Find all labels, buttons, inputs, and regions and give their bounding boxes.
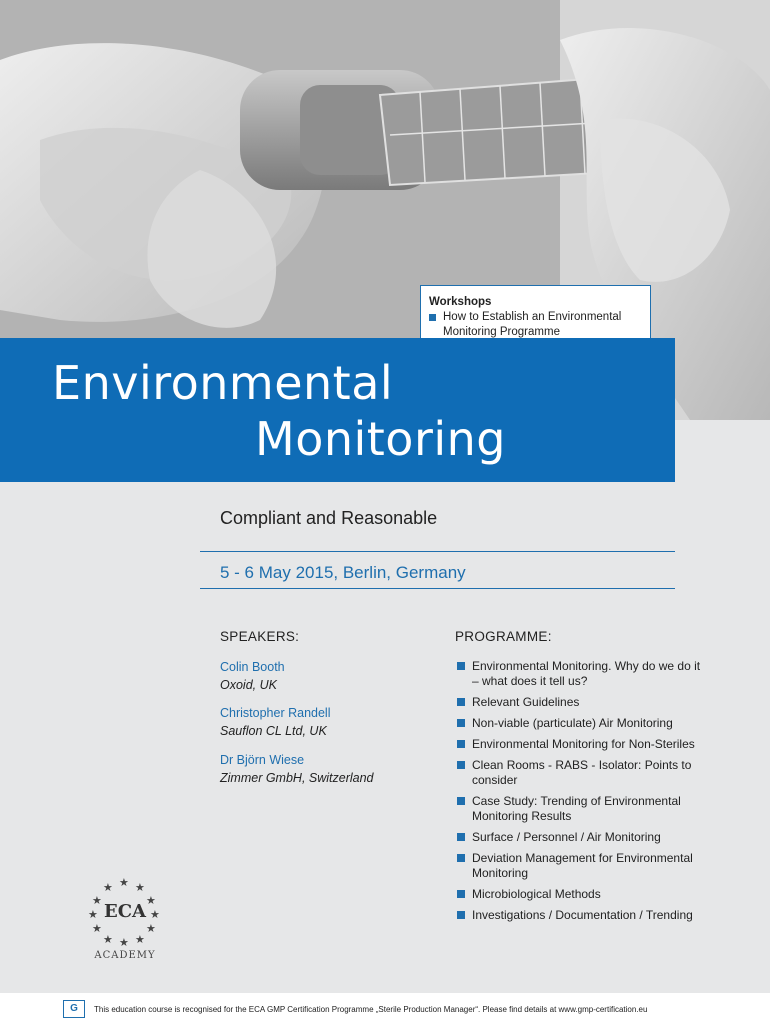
programme-item: Surface / Personnel / Air Monitoring xyxy=(457,830,707,845)
title-banner xyxy=(0,338,675,482)
speaker-name: Colin Booth xyxy=(220,660,285,674)
event-date: 5 - 6 May 2015, Berlin, Germany xyxy=(220,563,466,582)
star-icon: ★ xyxy=(135,882,145,894)
speaker-entry xyxy=(220,751,374,787)
star-icon: ★ xyxy=(150,909,160,921)
star-icon: ★ xyxy=(92,923,102,935)
divider-top xyxy=(200,551,675,552)
certification-icon: G xyxy=(63,1000,85,1018)
programme-item: Relevant Guidelines xyxy=(457,695,707,710)
programme-item: Microbiological Methods xyxy=(457,887,707,902)
speaker-org: Oxoid, UK xyxy=(220,678,277,692)
speaker-entry xyxy=(220,704,330,740)
programme-heading: PROGRAMME: xyxy=(455,629,552,644)
eca-logo-academy: ACADEMY xyxy=(94,950,156,961)
speaker-name: Dr Björn Wiese xyxy=(220,753,305,767)
footer-text: This education course is recognised for the ECA GMP Certification Programme „Sterile Production Manager“. Please find details at www.gmp-certification.eu xyxy=(94,1005,648,1014)
divider-bottom xyxy=(200,588,675,589)
programme-item: Investigations / Documentation / Trending xyxy=(457,908,707,923)
title-line-1: Environmental xyxy=(52,356,394,410)
workshop-item: How to Establish an Environmental Monitoring Programme xyxy=(429,310,642,340)
programme-item: Deviation Management for Environmental Monitoring xyxy=(457,851,707,881)
speaker-org: Sauflon CL Ltd, UK xyxy=(220,724,327,738)
star-icon: ★ xyxy=(92,895,102,907)
subtitle: Compliant and Reasonable xyxy=(220,508,438,528)
star-icon: ★ xyxy=(103,934,113,946)
star-icon: ★ xyxy=(135,934,145,946)
programme-item: Clean Rooms - RABS - Isolator: Points to consider xyxy=(457,758,707,788)
star-icon: ★ xyxy=(103,882,113,894)
star-icon: ★ xyxy=(119,877,129,889)
speaker-org: Zimmer GmbH, Switzerland xyxy=(220,771,374,785)
star-icon: ★ xyxy=(88,909,98,921)
star-icon: ★ xyxy=(146,923,156,935)
programme-item: Non-viable (particulate) Air Monitoring xyxy=(457,716,707,731)
programme-item: Case Study: Trending of Environmental Monitoring Results xyxy=(457,794,707,824)
title-line-2: Monitoring xyxy=(255,412,506,466)
speaker-name: Christopher Randell xyxy=(220,706,331,720)
eca-logo-word: ECA xyxy=(103,901,146,922)
star-icon: ★ xyxy=(119,937,129,949)
speakers-heading: SPEAKERS: xyxy=(220,629,300,644)
workshops-heading: Workshops xyxy=(429,296,492,308)
programme-item: Environmental Monitoring for Non-Steriles xyxy=(457,737,707,752)
star-icon: ★ xyxy=(146,895,156,907)
programme-list xyxy=(457,659,707,929)
programme-item: Environmental Monitoring. Why do we do it – what does it tell us? xyxy=(457,659,707,689)
speaker-entry xyxy=(220,658,285,694)
